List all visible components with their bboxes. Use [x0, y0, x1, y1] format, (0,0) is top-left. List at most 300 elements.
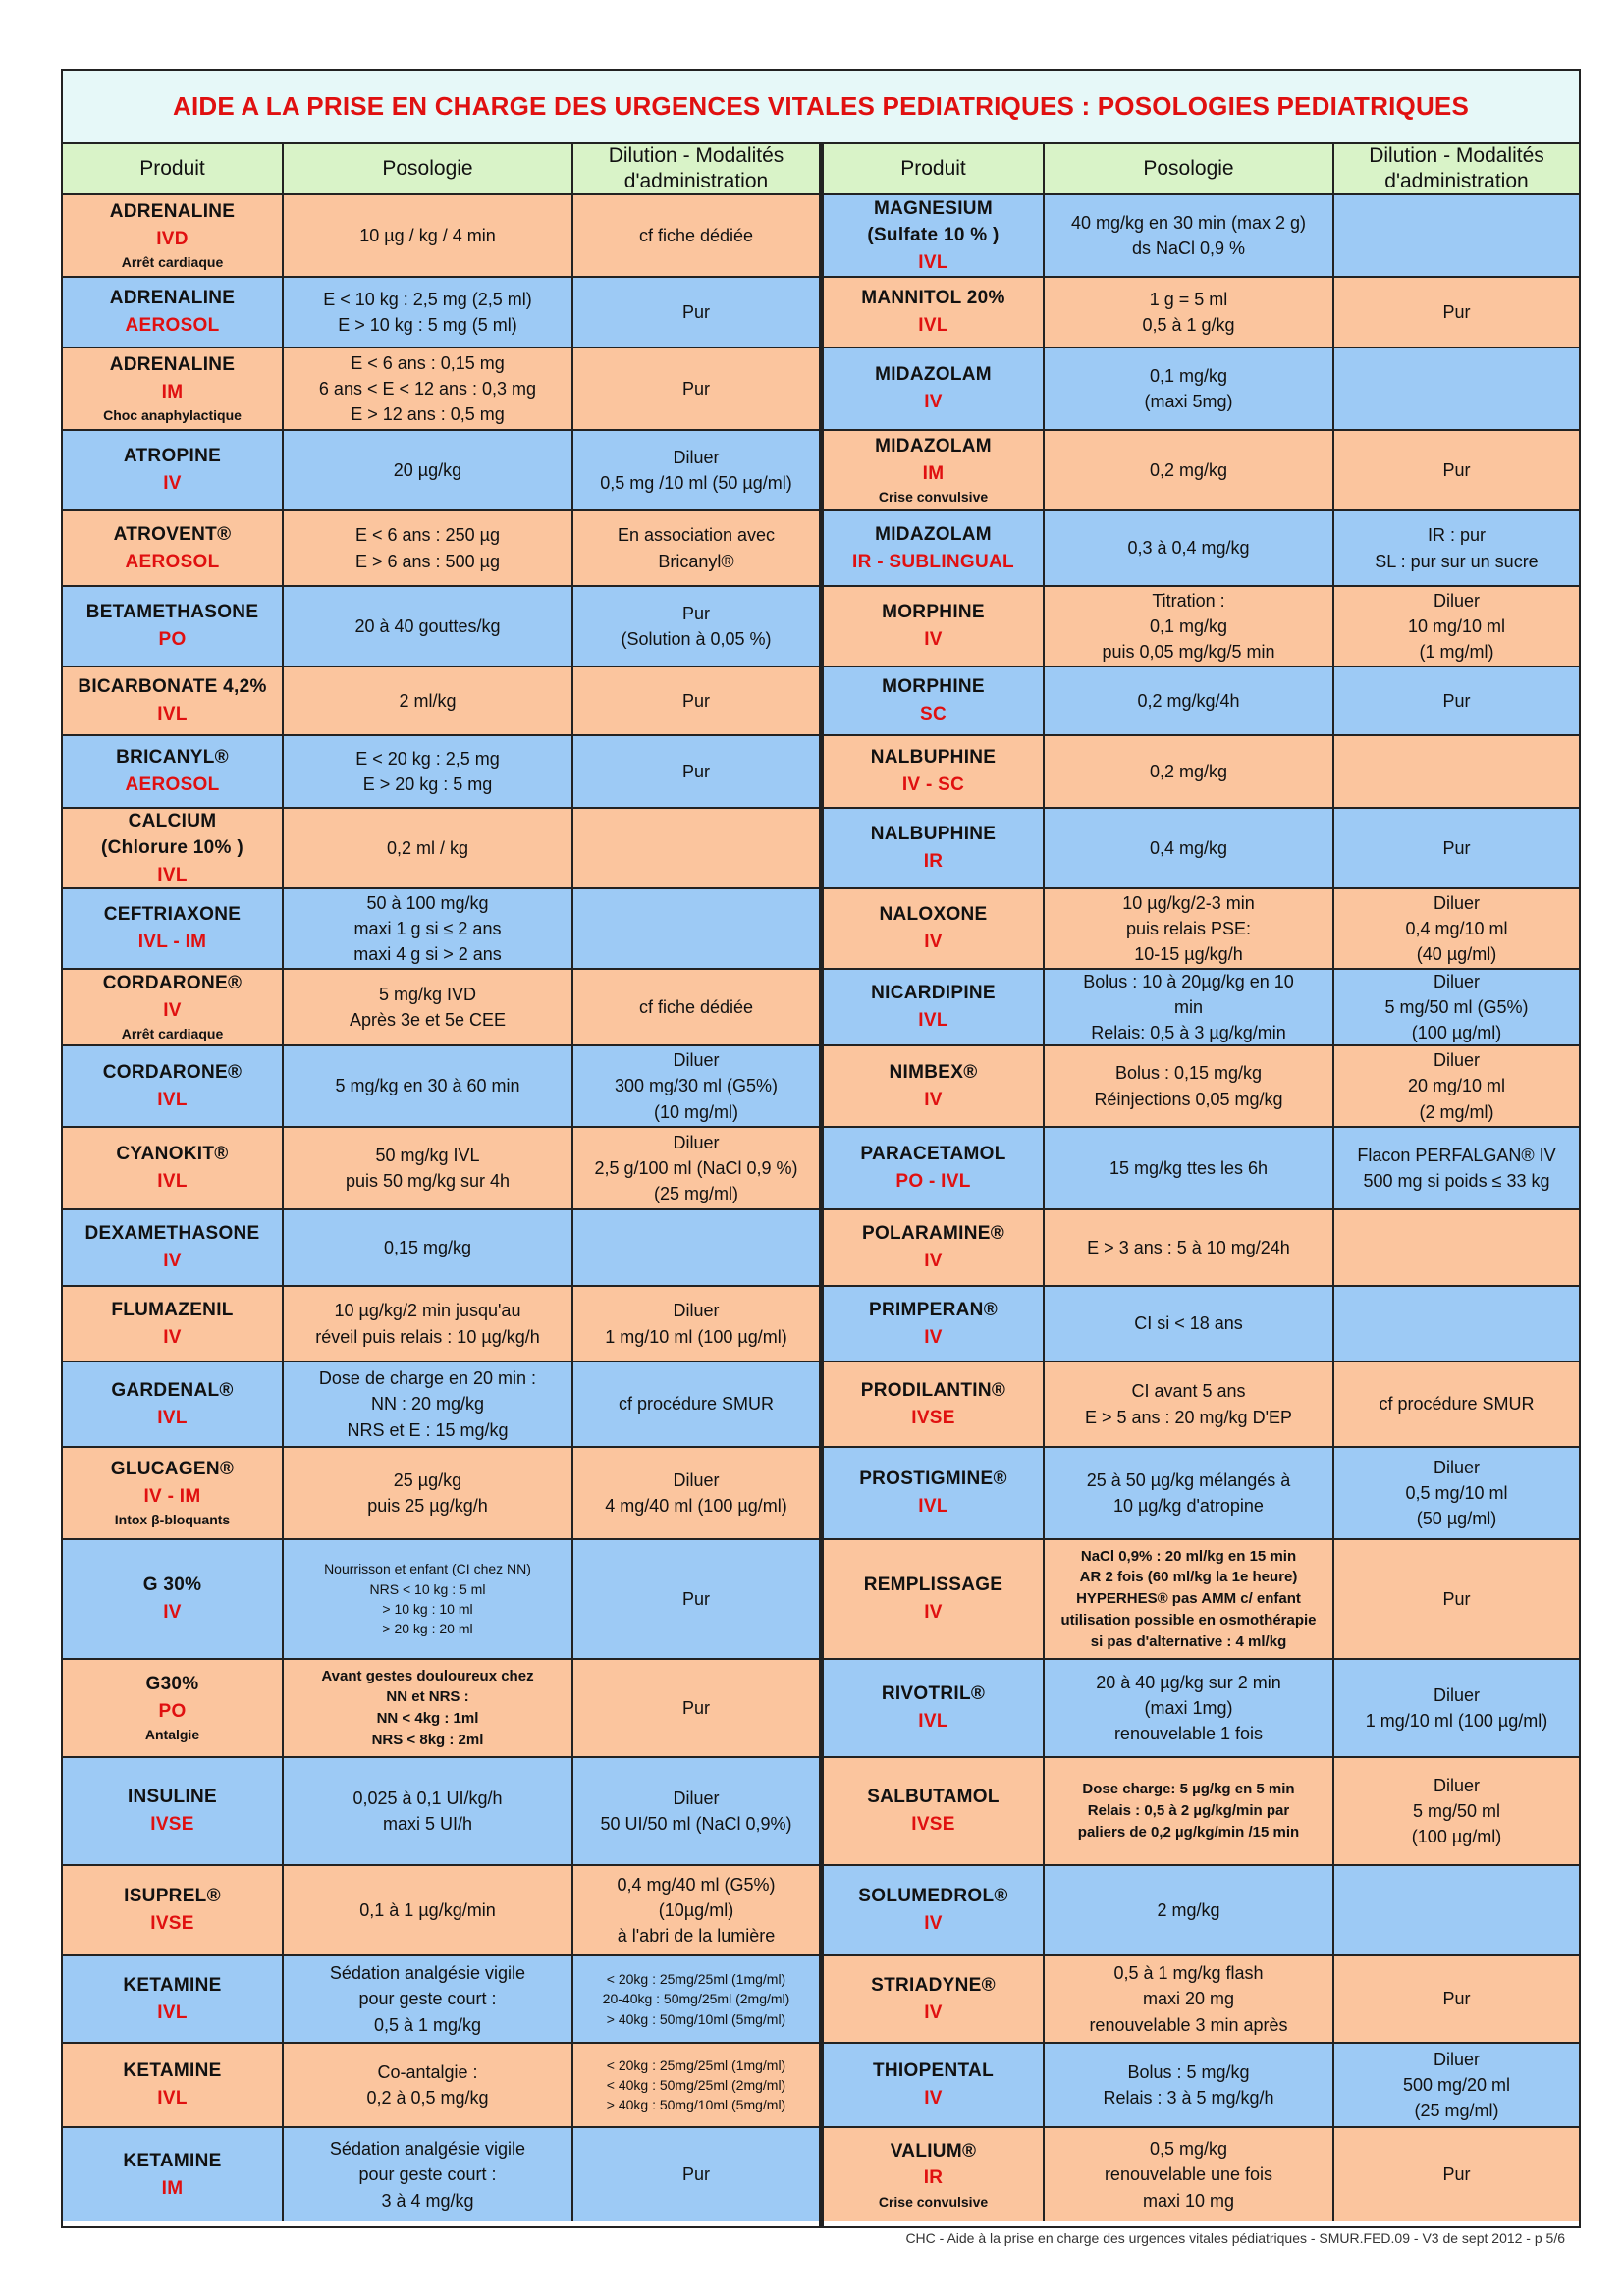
administration-route: IV	[924, 1326, 943, 1348]
product-name: MIDAZOLAM	[875, 436, 992, 457]
product-name: MORPHINE	[882, 602, 985, 623]
dilution-cell	[573, 431, 819, 509]
product-name: MIDAZOLAM	[875, 523, 992, 545]
product-name: REMPLISSAGE	[863, 1575, 1003, 1596]
posology-line: 2 ml/kg	[399, 690, 457, 711]
product-name: NALBUPHINE	[870, 747, 997, 769]
product-cell	[63, 1660, 284, 1756]
product-cell	[63, 1866, 284, 1954]
dilution-line: Diluer	[673, 447, 720, 467]
posology-cell	[1045, 1287, 1334, 1361]
posology-line: 0,5 à 1 g/kg	[1142, 315, 1235, 335]
dilution-cell	[573, 195, 819, 276]
table-row	[824, 587, 1579, 667]
table-right-half	[824, 144, 1579, 2228]
dilution-cell	[573, 1758, 819, 1864]
table-header-row	[63, 144, 819, 195]
product-name: ATROPINE	[123, 446, 222, 467]
product-name: INSULINE	[127, 1787, 218, 1808]
administration-route: PO	[158, 629, 187, 650]
posology-line: NRS < 8kg : 2ml	[371, 1731, 484, 1748]
dilution-cell	[1334, 970, 1579, 1044]
administration-route: IVSE	[150, 1913, 194, 1934]
administration-route: IV	[163, 1326, 182, 1348]
administration-route: IVSE	[911, 1407, 955, 1428]
product-cell	[824, 2044, 1045, 2126]
dilution-line: SL : pur sur un sucre	[1375, 551, 1539, 571]
table-row	[824, 195, 1579, 278]
posology-line: Bolus : 5 mg/kg	[1127, 2061, 1250, 2082]
table-row	[824, 736, 1579, 809]
administration-route: IV	[163, 1251, 182, 1271]
administration-route: AEROSOL	[125, 774, 220, 795]
dilution-cell	[1334, 1046, 1579, 1126]
table-row	[63, 1540, 819, 1660]
product-name: CALCIUM	[128, 810, 217, 831]
dilution-cell	[1334, 809, 1579, 887]
table-row	[824, 1866, 1579, 1956]
product-cell	[824, 809, 1045, 887]
posology-line: E > 20 kg : 5 mg	[362, 774, 493, 794]
administration-route: IM	[161, 2177, 184, 2199]
posology-line: NN : 20 mg/kg	[370, 1394, 485, 1415]
product-cell	[824, 1287, 1045, 1361]
table-row	[63, 2044, 819, 2128]
posology-line: HYPERHES® pas AMM c/ enfant	[1076, 1590, 1301, 1608]
posology-cell	[1045, 809, 1334, 887]
product-name: BETAMETHASONE	[85, 602, 259, 623]
dilution-line: Pur	[1442, 690, 1471, 711]
posology-sheet	[61, 69, 1581, 2228]
posology-cell	[1045, 736, 1334, 807]
dilution-line: Pur	[1442, 1588, 1471, 1609]
dilution-line: 0,4 mg/40 ml (G5%)	[617, 1874, 776, 1895]
indication-note: Crise convulsive	[878, 489, 989, 506]
table-row	[824, 348, 1579, 431]
product-name: G 30%	[142, 1575, 202, 1596]
posology-line: Dose de charge en 20 min :	[318, 1368, 537, 1389]
posology-line: E < 6 ans : 250 µg	[355, 525, 500, 546]
dilution-line: 5 mg/50 ml (G5%)	[1384, 996, 1529, 1017]
posology-line: 0,2 à 0,5 mg/kg	[366, 2088, 489, 2108]
posology-cell	[1045, 195, 1334, 276]
posology-line: 0,5 à 1 mg/kg flash	[1113, 1963, 1264, 1984]
column-header	[573, 144, 819, 193]
dilution-cell	[573, 809, 819, 887]
posology-line: renouvelable 1 fois	[1113, 1724, 1264, 1744]
posology-line: ds NaCl 0,9 %	[1131, 239, 1246, 258]
table-row	[63, 1128, 819, 1210]
product-cell	[63, 667, 284, 734]
dilution-cell	[1334, 431, 1579, 509]
posology-line: > 10 kg : 10 ml	[382, 1601, 473, 1617]
dilution-cell	[1334, 889, 1579, 968]
dilution-cell	[1334, 1956, 1579, 2042]
posology-line: 25 à 50 µg/kg mélangés à	[1086, 1469, 1291, 1490]
posology-cell	[284, 1210, 573, 1285]
product-name: NIMBEX®	[889, 1061, 978, 1083]
dilution-cell	[573, 2128, 819, 2221]
posology-cell	[1045, 667, 1334, 734]
column-header-label: Dilution - Modalités d'administration	[1369, 144, 1544, 192]
posology-line: 50 mg/kg IVL	[375, 1145, 480, 1165]
dilution-cell	[1334, 1660, 1579, 1756]
posology-cell	[1045, 587, 1334, 666]
product-cell	[824, 1956, 1045, 2042]
administration-route: IV	[924, 629, 943, 650]
posology-cell	[284, 2128, 573, 2221]
posology-line: NRS < 10 kg : 5 ml	[369, 1580, 486, 1597]
posology-line: (maxi 5mg)	[1144, 392, 1233, 411]
posology-line: Titration :	[1152, 590, 1225, 611]
dilution-line: 5 mg/50 ml	[1412, 1800, 1501, 1821]
product-name: MORPHINE	[882, 676, 985, 698]
administration-route: IVL	[918, 315, 948, 336]
table-row	[824, 1210, 1579, 1287]
table-row	[824, 1362, 1579, 1448]
posology-line: 15 mg/kg ttes les 6h	[1109, 1157, 1269, 1178]
dilution-line: Diluer	[673, 1301, 720, 1321]
posology-cell	[1045, 1956, 1334, 2042]
posology-line: Relais : 0,5 à 2 µg/kg/min par	[1087, 1802, 1290, 1820]
posology-cell	[1045, 1046, 1334, 1126]
posology-line: Relais : 3 à 5 mg/kg/h	[1103, 2088, 1274, 2108]
column-header-label: Produit	[139, 156, 205, 180]
indication-note: Intox β-bloquants	[114, 1512, 231, 1528]
product-name: CORDARONE®	[102, 1061, 243, 1083]
product-name: CYANOKIT®	[116, 1144, 229, 1165]
administration-route: IV	[924, 1251, 943, 1271]
dilution-line: Diluer	[1433, 1775, 1480, 1795]
administration-route: PO - IVL	[895, 1171, 971, 1192]
posology-line: Bolus : 10 à 20µg/kg en 10	[1083, 971, 1294, 991]
dilution-cell	[573, 278, 819, 347]
posology-line: 5 mg/kg en 30 à 60 min	[335, 1076, 520, 1096]
product-name: PRIMPERAN®	[868, 1299, 998, 1320]
product-name: NICARDIPINE	[871, 983, 996, 1004]
dilution-cell	[573, 2044, 819, 2126]
posology-cell	[1045, 348, 1334, 429]
table-row	[824, 1660, 1579, 1758]
posology-cell	[284, 889, 573, 968]
posology-cell	[1045, 1758, 1334, 1864]
table-row	[63, 195, 819, 278]
posology-line: CI si < 18 ans	[1134, 1313, 1243, 1334]
product-name: VALIUM®	[890, 2140, 977, 2162]
product-name: ADRENALINE	[109, 354, 236, 376]
dilution-line: Diluer	[1433, 1684, 1480, 1705]
administration-route: IV	[924, 2002, 943, 2023]
column-header	[63, 144, 284, 193]
dilution-line: Pur	[681, 690, 710, 711]
posology-line: 0,5 mg/kg	[1149, 2139, 1228, 2160]
posology-cell	[284, 1448, 573, 1538]
product-cell	[824, 970, 1045, 1044]
posology-line: Après 3e et 5e CEE	[349, 1010, 507, 1030]
posology-line: 10 µg/kg/2-3 min	[1122, 892, 1255, 913]
administration-route: IVL	[918, 251, 948, 273]
dilution-cell	[573, 348, 819, 429]
indication-note: Choc anaphylactique	[103, 407, 242, 424]
posology-line: 20 µg/kg	[393, 459, 462, 480]
administration-route: IVL	[157, 2088, 188, 2109]
administration-route: IV	[924, 1913, 943, 1934]
posology-line: CI avant 5 ans	[1131, 1381, 1246, 1402]
dilution-line: Pur	[681, 378, 710, 399]
dilution-cell	[573, 1540, 819, 1658]
dilution-line: < 40kg : 50mg/25ml (2mg/ml)	[606, 2076, 786, 2093]
product-cell	[824, 667, 1045, 734]
dilution-line: (Solution à 0,05 %)	[621, 629, 772, 649]
posology-line: min	[1173, 996, 1203, 1017]
product-name: NALOXONE	[879, 904, 988, 926]
product-cell	[63, 278, 284, 347]
product-name: STRIADYNE®	[871, 1974, 996, 1996]
product-name: MAGNESIUM	[874, 197, 993, 219]
dilution-line: Pur	[1442, 1989, 1471, 2009]
dilution-line: Diluer	[1433, 2049, 1480, 2069]
administration-route: IVL	[157, 704, 188, 724]
posology-line: 50 à 100 mg/kg	[366, 892, 489, 913]
dilution-cell	[1334, 736, 1579, 807]
dilution-line: 0,5 mg /10 ml (50 µg/ml)	[600, 473, 792, 493]
posology-line: 2 mg/kg	[1157, 1899, 1220, 1920]
product-cell	[63, 970, 284, 1044]
table-row	[824, 809, 1579, 889]
product-cell	[824, 1866, 1045, 1954]
dilution-cell	[573, 587, 819, 666]
dilution-line: > 40kg : 50mg/10ml (5mg/ml)	[606, 2010, 786, 2027]
product-cell	[63, 736, 284, 807]
posology-cell	[284, 511, 573, 585]
dilution-cell	[573, 1128, 819, 1208]
dilution-cell	[1334, 278, 1579, 347]
product-cell	[824, 431, 1045, 509]
product-cell	[63, 511, 284, 585]
posology-line: 0,025 à 0,1 UI/kg/h	[352, 1788, 503, 1808]
table-row	[63, 1448, 819, 1540]
dilution-line: Pur	[681, 301, 710, 322]
posology-line: maxi 4 g si > 2 ans	[353, 944, 502, 965]
dilution-line: (2 mg/ml)	[1419, 1101, 1494, 1122]
table-row	[63, 1210, 819, 1287]
dilution-line: (10 mg/ml)	[653, 1101, 738, 1122]
table-row	[824, 1540, 1579, 1660]
indication-note: Antalgie	[144, 1727, 200, 1743]
posology-line: 10 µg/kg/2 min jusqu'au	[334, 1301, 521, 1321]
dilution-line: 0,4 mg/10 ml	[1405, 918, 1508, 938]
dilution-cell	[573, 1362, 819, 1446]
dilution-line: Diluer	[1433, 971, 1480, 991]
dilution-line: 20 mg/10 ml	[1407, 1076, 1506, 1096]
dilution-line: 1 mg/10 ml (100 µg/ml)	[1365, 1711, 1548, 1731]
posology-line: 5 mg/kg IVD	[378, 984, 477, 1004]
product-name: SOLUMEDROL®	[858, 1886, 1008, 1907]
posology-line: Sédation analgésie vigile	[329, 2139, 526, 2160]
posology-line: puis relais PSE:	[1125, 918, 1252, 938]
posology-line: AR 2 fois (60 ml/kg la 1e heure)	[1079, 1569, 1298, 1586]
posology-cell	[1045, 1540, 1334, 1658]
product-name: POLARAMINE®	[861, 1223, 1005, 1245]
product-cell	[824, 1362, 1045, 1446]
dilution-cell	[573, 667, 819, 734]
product-name: G30%	[145, 1674, 199, 1695]
dilution-cell	[573, 511, 819, 585]
column-header	[1334, 144, 1579, 193]
posology-cell	[1045, 278, 1334, 347]
dilution-cell	[1334, 1128, 1579, 1208]
dilution-line: Diluer	[673, 1050, 720, 1071]
posology-cell	[1045, 1362, 1334, 1446]
product-name: (Sulfate 10 % )	[867, 225, 1000, 246]
posology-cell	[1045, 970, 1334, 1044]
product-cell	[824, 511, 1045, 585]
product-name: SALBUTAMOL	[867, 1787, 1000, 1808]
table-row	[63, 431, 819, 511]
posology-line: pour geste court :	[358, 2164, 497, 2185]
dilution-cell	[1334, 1287, 1579, 1361]
product-cell	[824, 348, 1045, 429]
product-name: PARACETAMOL	[860, 1144, 1006, 1165]
posology-line: E < 10 kg : 2,5 mg (2,5 ml)	[323, 289, 532, 309]
dilution-cell	[1334, 2128, 1579, 2221]
product-cell	[824, 1660, 1045, 1756]
table-row	[824, 1128, 1579, 1210]
product-name: KETAMINE	[123, 2060, 222, 2082]
dilution-line: Pur	[1442, 301, 1471, 322]
dilution-line: à l'abri de la lumière	[617, 1926, 776, 1947]
posology-cell	[284, 1128, 573, 1208]
table-row	[824, 1758, 1579, 1866]
dilution-cell	[1334, 1758, 1579, 1864]
product-cell	[63, 1362, 284, 1446]
dilution-line: Pur	[1442, 459, 1471, 480]
product-name: DEXAMETHASONE	[84, 1223, 260, 1245]
posology-line: NaCl 0,9% : 20 ml/kg en 15 min	[1080, 1547, 1297, 1565]
posology-line: 25 µg/kg	[393, 1469, 462, 1490]
posology-cell	[1045, 431, 1334, 509]
posology-line: maxi 5 UI/h	[382, 1814, 473, 1834]
administration-route: IR	[923, 2167, 944, 2189]
table-header-row	[824, 144, 1579, 195]
table-row	[824, 431, 1579, 511]
posology-line: E < 20 kg : 2,5 mg	[355, 748, 500, 769]
product-name: MIDAZOLAM	[875, 364, 992, 386]
dilution-cell	[573, 1448, 819, 1538]
administration-route: IV	[163, 1602, 182, 1623]
administration-route: AEROSOL	[125, 551, 220, 572]
product-cell	[63, 2044, 284, 2126]
posology-line: puis 50 mg/kg sur 4h	[345, 1171, 511, 1191]
posology-cell	[1045, 511, 1334, 585]
posology-line: 3 à 4 mg/kg	[381, 2190, 474, 2211]
dilution-line: Pur	[681, 2164, 710, 2185]
dilution-cell	[1334, 667, 1579, 734]
posology-line: puis 0,05 mg/kg/5 min	[1102, 642, 1275, 663]
product-cell	[63, 1758, 284, 1864]
posology-cell	[284, 1046, 573, 1126]
posology-line: réveil puis relais : 10 µg/kg/h	[315, 1326, 540, 1347]
dilution-line: 0,5 mg/10 ml	[1405, 1482, 1508, 1503]
dilution-line: cf procédure SMUR	[1379, 1394, 1535, 1415]
product-cell	[824, 1128, 1045, 1208]
posology-line: pour geste court :	[358, 1989, 497, 2009]
dilution-line: > 40kg : 50mg/10ml (5mg/ml)	[606, 2097, 786, 2113]
posology-cell	[284, 809, 573, 887]
table-row	[824, 667, 1579, 736]
administration-route: IV	[163, 473, 182, 494]
posology-line: maxi 1 g si ≤ 2 ans	[353, 918, 502, 938]
dilution-line: (25 mg/ml)	[1414, 2101, 1499, 2121]
posology-line: 10-15 µg/kg/h	[1134, 944, 1243, 965]
table-row	[63, 667, 819, 736]
administration-route: IVL	[157, 2002, 188, 2023]
administration-route: IV	[924, 1089, 943, 1110]
table-row	[63, 1758, 819, 1866]
indication-note: Crise convulsive	[878, 2193, 989, 2210]
product-cell	[63, 1540, 284, 1658]
product-cell	[63, 587, 284, 666]
product-name: RIVOTRIL®	[881, 1683, 986, 1705]
posology-line: 0,1 mg/kg	[1149, 615, 1228, 636]
posology-line: 0,2 ml / kg	[386, 837, 469, 858]
dilution-line: Pur	[1442, 2164, 1471, 2185]
dilution-line: Diluer	[1433, 1457, 1480, 1477]
posology-line: NN < 4kg : 1ml	[376, 1710, 479, 1727]
dilution-cell	[1334, 1866, 1579, 1954]
product-cell	[63, 431, 284, 509]
posology-line: 0,2 mg/kg	[1149, 761, 1228, 781]
product-name: GARDENAL®	[111, 1379, 234, 1401]
posology-cell	[284, 970, 573, 1044]
product-name: FLUMAZENIL	[111, 1299, 234, 1320]
posology-line: 0,3 à 0,4 mg/kg	[1127, 538, 1250, 559]
dilution-line: 20-40kg : 50mg/25ml (2mg/ml)	[602, 1991, 790, 2007]
indication-note: Arrêt cardiaque	[121, 254, 224, 271]
product-name: ADRENALINE	[109, 288, 236, 309]
table-row	[824, 2044, 1579, 2128]
posology-cell	[1045, 2128, 1334, 2221]
dilution-line: Pur	[681, 761, 710, 781]
posology-cell	[284, 1660, 573, 1756]
posology-line: 1 g = 5 ml	[1149, 289, 1228, 309]
table-row	[824, 278, 1579, 348]
dilution-cell	[573, 736, 819, 807]
administration-route: IM	[922, 462, 945, 484]
posology-line: Réinjections 0,05 mg/kg	[1094, 1089, 1283, 1109]
table-row	[824, 970, 1579, 1046]
posology-line: maxi 10 mg	[1142, 2190, 1235, 2211]
dilution-line: Pur	[681, 1697, 710, 1718]
product-cell	[824, 587, 1045, 666]
administration-route: IVL	[918, 1010, 948, 1031]
product-name: ATROVENT®	[113, 523, 232, 545]
page-footer: CHC - Aide à la prise en charge des urgences vitales pédiatriques - SMUR.FED.09 - V3 de sept 2012 - p 5/6	[905, 2230, 1565, 2246]
posology-line: 0,2 mg/kg/4h	[1137, 690, 1240, 711]
posology-line: 0,2 mg/kg	[1149, 459, 1228, 480]
dilution-line: Pur	[1442, 837, 1471, 858]
product-name: GLUCAGEN®	[110, 1459, 235, 1480]
product-cell	[824, 1046, 1045, 1126]
posology-cell	[284, 1287, 573, 1361]
administration-route: IVL	[918, 1711, 948, 1732]
dilution-line: Flacon PERFALGAN® IV	[1357, 1145, 1556, 1165]
dilution-cell	[573, 1287, 819, 1361]
product-name: PRODILANTIN®	[860, 1379, 1006, 1401]
posology-cell	[284, 1540, 573, 1658]
posology-line: E > 10 kg : 5 mg (5 ml)	[338, 315, 517, 335]
administration-route: SC	[920, 704, 947, 724]
